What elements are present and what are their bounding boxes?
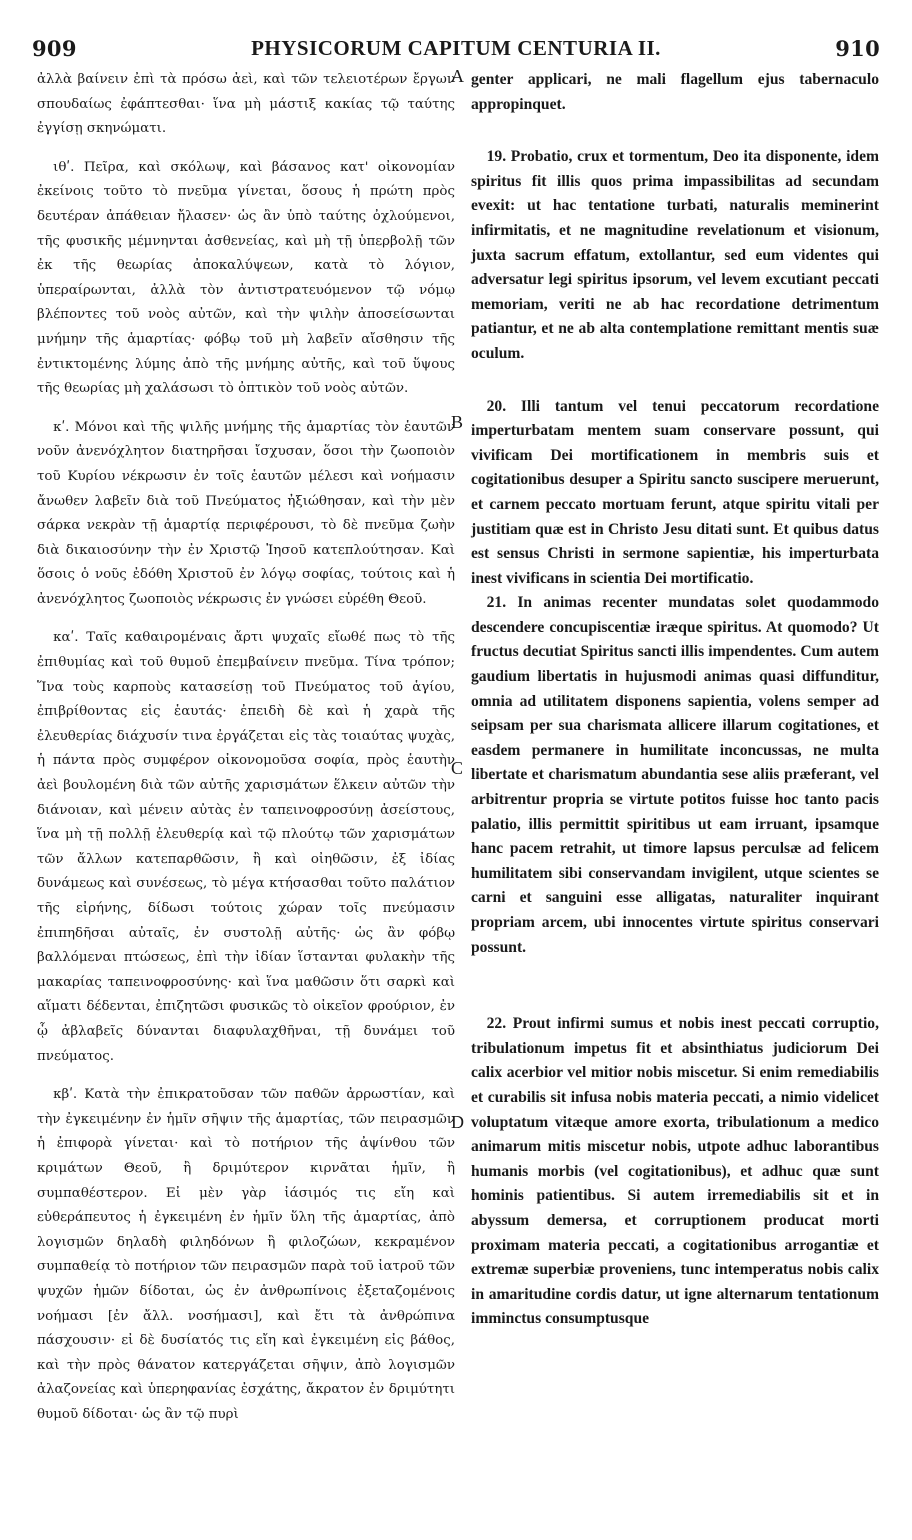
paragraph-gap [471,117,879,145]
greek-paragraph-22: κβʹ. Κατὰ τὴν ἐπικρατοῦσαν τῶν παθῶν ἀρρωστίαν, καὶ τὴν ἐγκειμένην ἐν ἡμῖν σῆψιν τῆς ἁμαρτίας, τῶν πειρασμῶν ἡ ἐπιφορὰ γίνεται· καὶ τὸ ποτήριον τῆς ἀψίνθου τῶν κριμάτων Θεοῦ, ἢ δριμύτερον κιρνᾶται ἡμῖν, ἢ συμπαθέστερον. Εἰ μὲν γὰρ ἰάσιμός τις εἴη καὶ εὐθεράπευτος ἡ ἐγκειμένη ἐν ἡμῖν ὕλη τῆς ἁμαρτίας, ἀπὸ λογισμῶν δηλαδὴ φιληδόνων ἢ φιλοζώων, κεκραμένον συμπαθείᾳ τὸ ποτήριον τῶν πειρασμῶν παρὰ τοῦ ἰατροῦ τῶν ψυχῶν ἡμῶν δίδοται, ὡς ἐν ἀνθρωπίνοις ἐξεταζομένοις νοήμασι [ἐν ἄλλ. νοσήμασι], καὶ ἔτι τὰ ἀνθρώπινα πάσχουσιν· εἰ δὲ δυσίατός τις εἴη καὶ ἐγκειμένη εἰς βάθος, καὶ τὴν πρὸς θάνατον κατεργάζεται σῆψιν, ἀπὸ λογισμῶν ἀλαζονείας καὶ ὑπερηφανίας ἐσχάτης, ἄκρατον ἐν δριμύτητι θυμοῦ δίδοται· ὡς ἂν τῷ πυρὶ [37,1087,455,1422]
greek-paragraph-21: καʹ. Ταῖς καθαιρομέναις ἄρτι ψυχαῖς εἴωθέ πως τὸ τῆς ἐπιθυμίας καὶ τοῦ θυμοῦ ἐπεμβαίνειν πνεῦμα. Τίνα τρόπον; Ἵνα τοὺς καρποὺς κατασείσῃ τοῦ Πνεύματος τοῦ ἁγίου, ἐπιβρίθοντας εἰς ἑαυτάς· ἐπειδὴ δὲ καὶ ἡ χαρὰ τῆς ἐλευθερίας διάχυσίν τινα ἐργάζεται εἰς τὰς τοιαύτας ψυχὰς, ἡ πάντα πρὸς συμφέρον οἰκονομοῦσα σοφία, πρὸς ἑαυτὴν ἀεὶ βουλομένη διὰ τῶν αὐτῆς χαρισμάτων ἕλκειν αὐτῶν τὴν διάνοιαν, καὶ μένειν αὐτὰς ἐν ταπεινοφροσύνῃ ἀσείστους, ἵνα μὴ τῇ πολλῇ ἐλευθερίᾳ καὶ τῷ πλούτῳ τῶν χαρισμάτων τῶν ἄλλων κατεπαρθῶσιν, ἢ καὶ οἰηθῶσιν, ἐξ ἰδίας δυνάμεως καὶ συνέσεως, τὸ μέγα κτήσασθαι τοῦτο παλάτιον τῆς εἰρήνης, δίδωσι τούτοις χώραν τοῖς πνεύμασιν ἐπιπηδῆσαι αὐταῖς, ἐν συστολῇ αὐτῆς· ὡς ἂν φόβῳ βαλλόμεναι πτώσεως, ἐπὶ τὴν ἰδίαν ἵστανται φυλακὴν τῆς μακαρίας ταπεινοφροσύνης· καὶ ἵνα μαθῶσιν ὅτι σαρκὶ καὶ αἵματι δέδενται, ἐπιζητῶσι φυσικῶς τὸ οἰκεῖον φρούριον, ἐν ᾧ ἀβλαβεῖς δύνανται διαφυλαχθῆναι, τῇ δυνάμει τοῦ πνεύματος. [37,630,455,1064]
greek-paragraph-continuation: ἀλλὰ βαίνειν ἐπὶ τὰ πρόσω ἀεὶ, καὶ τῶν τελειοτέρων ἔργων σπουδαίως ἐφάπτεσθαι· ἵνα μὴ μάστιξ κακίας τῷ ταύτης ἐγγίσῃ σκηνώματι. [37,72,455,137]
latin-paragraph-continuation: genter applicari, ne mali flagellum ejus tabernaculo appropinquet. [471,71,879,113]
latin-column [471,68,879,1332]
margin-letter-c: C [451,758,464,778]
paragraph-gap [471,960,879,1012]
latin-paragraph-22: 22. Prout infirmi sumus et nobis inest peccati corruptio, tribulationum impetus fit et absinthiatus judiciorum Dei calix acerbior vel mitior nobis miscetur. Si enim remediabilis et curabilis sit infusa nobis materia peccati, a nimio videlicet voluptatum vitæque amore exorta, tribulationum a medico animarum mitis miscetur nobis, utpote adhuc laborantibus humanis morbis (vel cogitationibus), et adhuc quæ sunt hominis patientibus. Si autem irremediabilis sit et in abyssum demersa, et corruptionem producat morti proximam materia peccati, a cogitationibus arrogantiæ et extremæ superbiæ proveniens, tunc intemperatus nobis calix in amaritudine cordis datur, ut igne alternarum tentationum imminctus consumptusque [471,1015,879,1328]
latin-paragraph-21: 21. In animas recenter mundatas solet quodammodo descendere concupiscentiæ iræque spiritus. At quomodo? Ut fructus decutiat Spiritus sancti illis impendentes. Cum autem gaudium libertatis in hujusmodi animas quasi diffunditur, omnia ad utilitatem disponens sapientia, volens semper ad seipsam per sua charismata allicere illarum cogitationes, et easdem permanere in humilitate inconcussas, ne multa libertate et charismatum abundantia sese aliis præferant, vel arbitrentur propria se virtute potitos fuisse hoc tanto pacis palatio, illis permittit spiritibus ut eam irruant, ipsamque hanc pacem retrahit, ut timore lapsus perculsæ ad felicem humilitatem sibi conservandam invigilent, utque scientes se carni et sanguini esse alligatas, naturaliter inquirant propriam arcem, ubi innocentes virtute spiritus conservari possunt. [471,594,879,956]
greek-column [37,68,455,1427]
page-number-right: 910 [835,36,880,61]
paragraph-gap [37,612,455,626]
running-title: PHYSICORUM CAPITUM CENTURIA II. [251,36,661,60]
margin-letter-a: A [451,66,464,86]
greek-paragraph-19: ιθʹ. Πεῖρα, καὶ σκόλωψ, καὶ βάσανος κατ' οἰκονομίαν ἐκείνοις τοῦτο τὸ πνεῦμα γίνεται, ὅσους ἡ πρώτη πρὸς δευτέραν ἀπάθειαν ἤλασεν· ὡς ἂν ὑπὸ ταύτης ὀχλούμενοι, τῆς φυσικῆς μέμνηνται ἀσθενείας, καὶ μὴ τῇ ὑπερβολῇ τῶν ἐκ τῆς θεωρίας ἀποκαλύψεων, κατὰ τὸ λόγιον, ὑπεραίρωνται, ἀλλὰ τὸν ἀντιστρατευόμενον τῷ νόμῳ βλέποντες τοῦ νοὸς αὐτῶν, καὶ τὴν ψιλὴν ἀποσείσωνται μνήμην τῆς ἁμαρτίας· φόβῳ τοῦ μὴ λαβεῖν αἴσθησιν τῆς ἐντικτομένης λύμης ἀπὸ τῆς μνήμης αὐτῆς, καὶ τοῦ ὕψους τῆς θεωρίας μὴ χαλάσωσι τὸ ὀπτικὸν τοῦ νοὸς αὐτῶν. [37,159,455,397]
paragraph-gap [471,367,879,395]
margin-letter-b: B [451,412,464,432]
paragraph-gap [37,402,455,416]
paragraph-gap [37,142,455,156]
page-header [32,36,880,60]
latin-paragraph-19: 19. Probatio, crux et tormentum, Deo ita disponente, idem spiritus fit illis quos prima impassibilitas ad secundam evexit: ut hac tentatione turbati, naturalis meminerint infirmitatis, et ne magnitudine revelationum et visionum, juxta sacrum effatum, extollantur, sed eum videntes qui adversatur legi spiritus ipsorum, vel levem excutiant peccati memoriam, veriti ne ab hac recordatione detrimentum patiantur, et ne ab alta contemplatione remittant mentis suæ oculum. [471,148,879,362]
margin-letter-d: D [451,1112,464,1132]
paragraph-gap [37,1069,455,1083]
latin-paragraph-20: 20. Illi tantum vel tenui peccatorum recordatione imperturbatam mentem suam conservare possunt, qui vivificam Dei mortificationem in membris suis et cogitationibus desuper a Spiritu sancto suscipere meruerunt, et carnem peccato mortuam ferunt, atque spiritu vitali per justitiam quæ est in Christo Jesu ditati sunt. Et quibus datus est sensus Christi in sermone sapientiæ, his imperturbata inest vivificans in scientia Dei mortificatio. [471,397,879,587]
page-number-left: 909 [32,36,77,61]
greek-paragraph-20: κʹ. Μόνοι καὶ τῆς ψιλῆς μνήμης τῆς ἁμαρτίας τὸν ἑαυτῶν νοῦν ἀνενόχλητον διατηρῆσαι ἴσχυσαν, ὅσοι τὴν ζωοποιὸν τοῦ Κυρίου νέκρωσιν ἐν τοῖς ἑαυτῶν μέλεσι καὶ νοήμασιν ἄνωθεν λαβεῖν διὰ τοῦ Πνεύματος ἠξιώθησαν, καὶ τὴν μὲν σάρκα νεκρὰν τῇ ἁμαρτίᾳ περιφέρουσι, τὸ δὲ πνεῦμα ζωὴν διὰ δικαιοσύνην τὴν ἐν Χριστῷ Ἰησοῦ κατεπλούτησαν. Καὶ ὅσοις ὁ νοῦς ἐδόθη Χριστοῦ ἐν λόγῳ σοφίας, τούτοις καὶ ἡ ἀνενόχλητος ζωοποιὸς νέκρωσις ἐν γνώσει εὑρέθη Θεοῦ. [37,419,455,607]
